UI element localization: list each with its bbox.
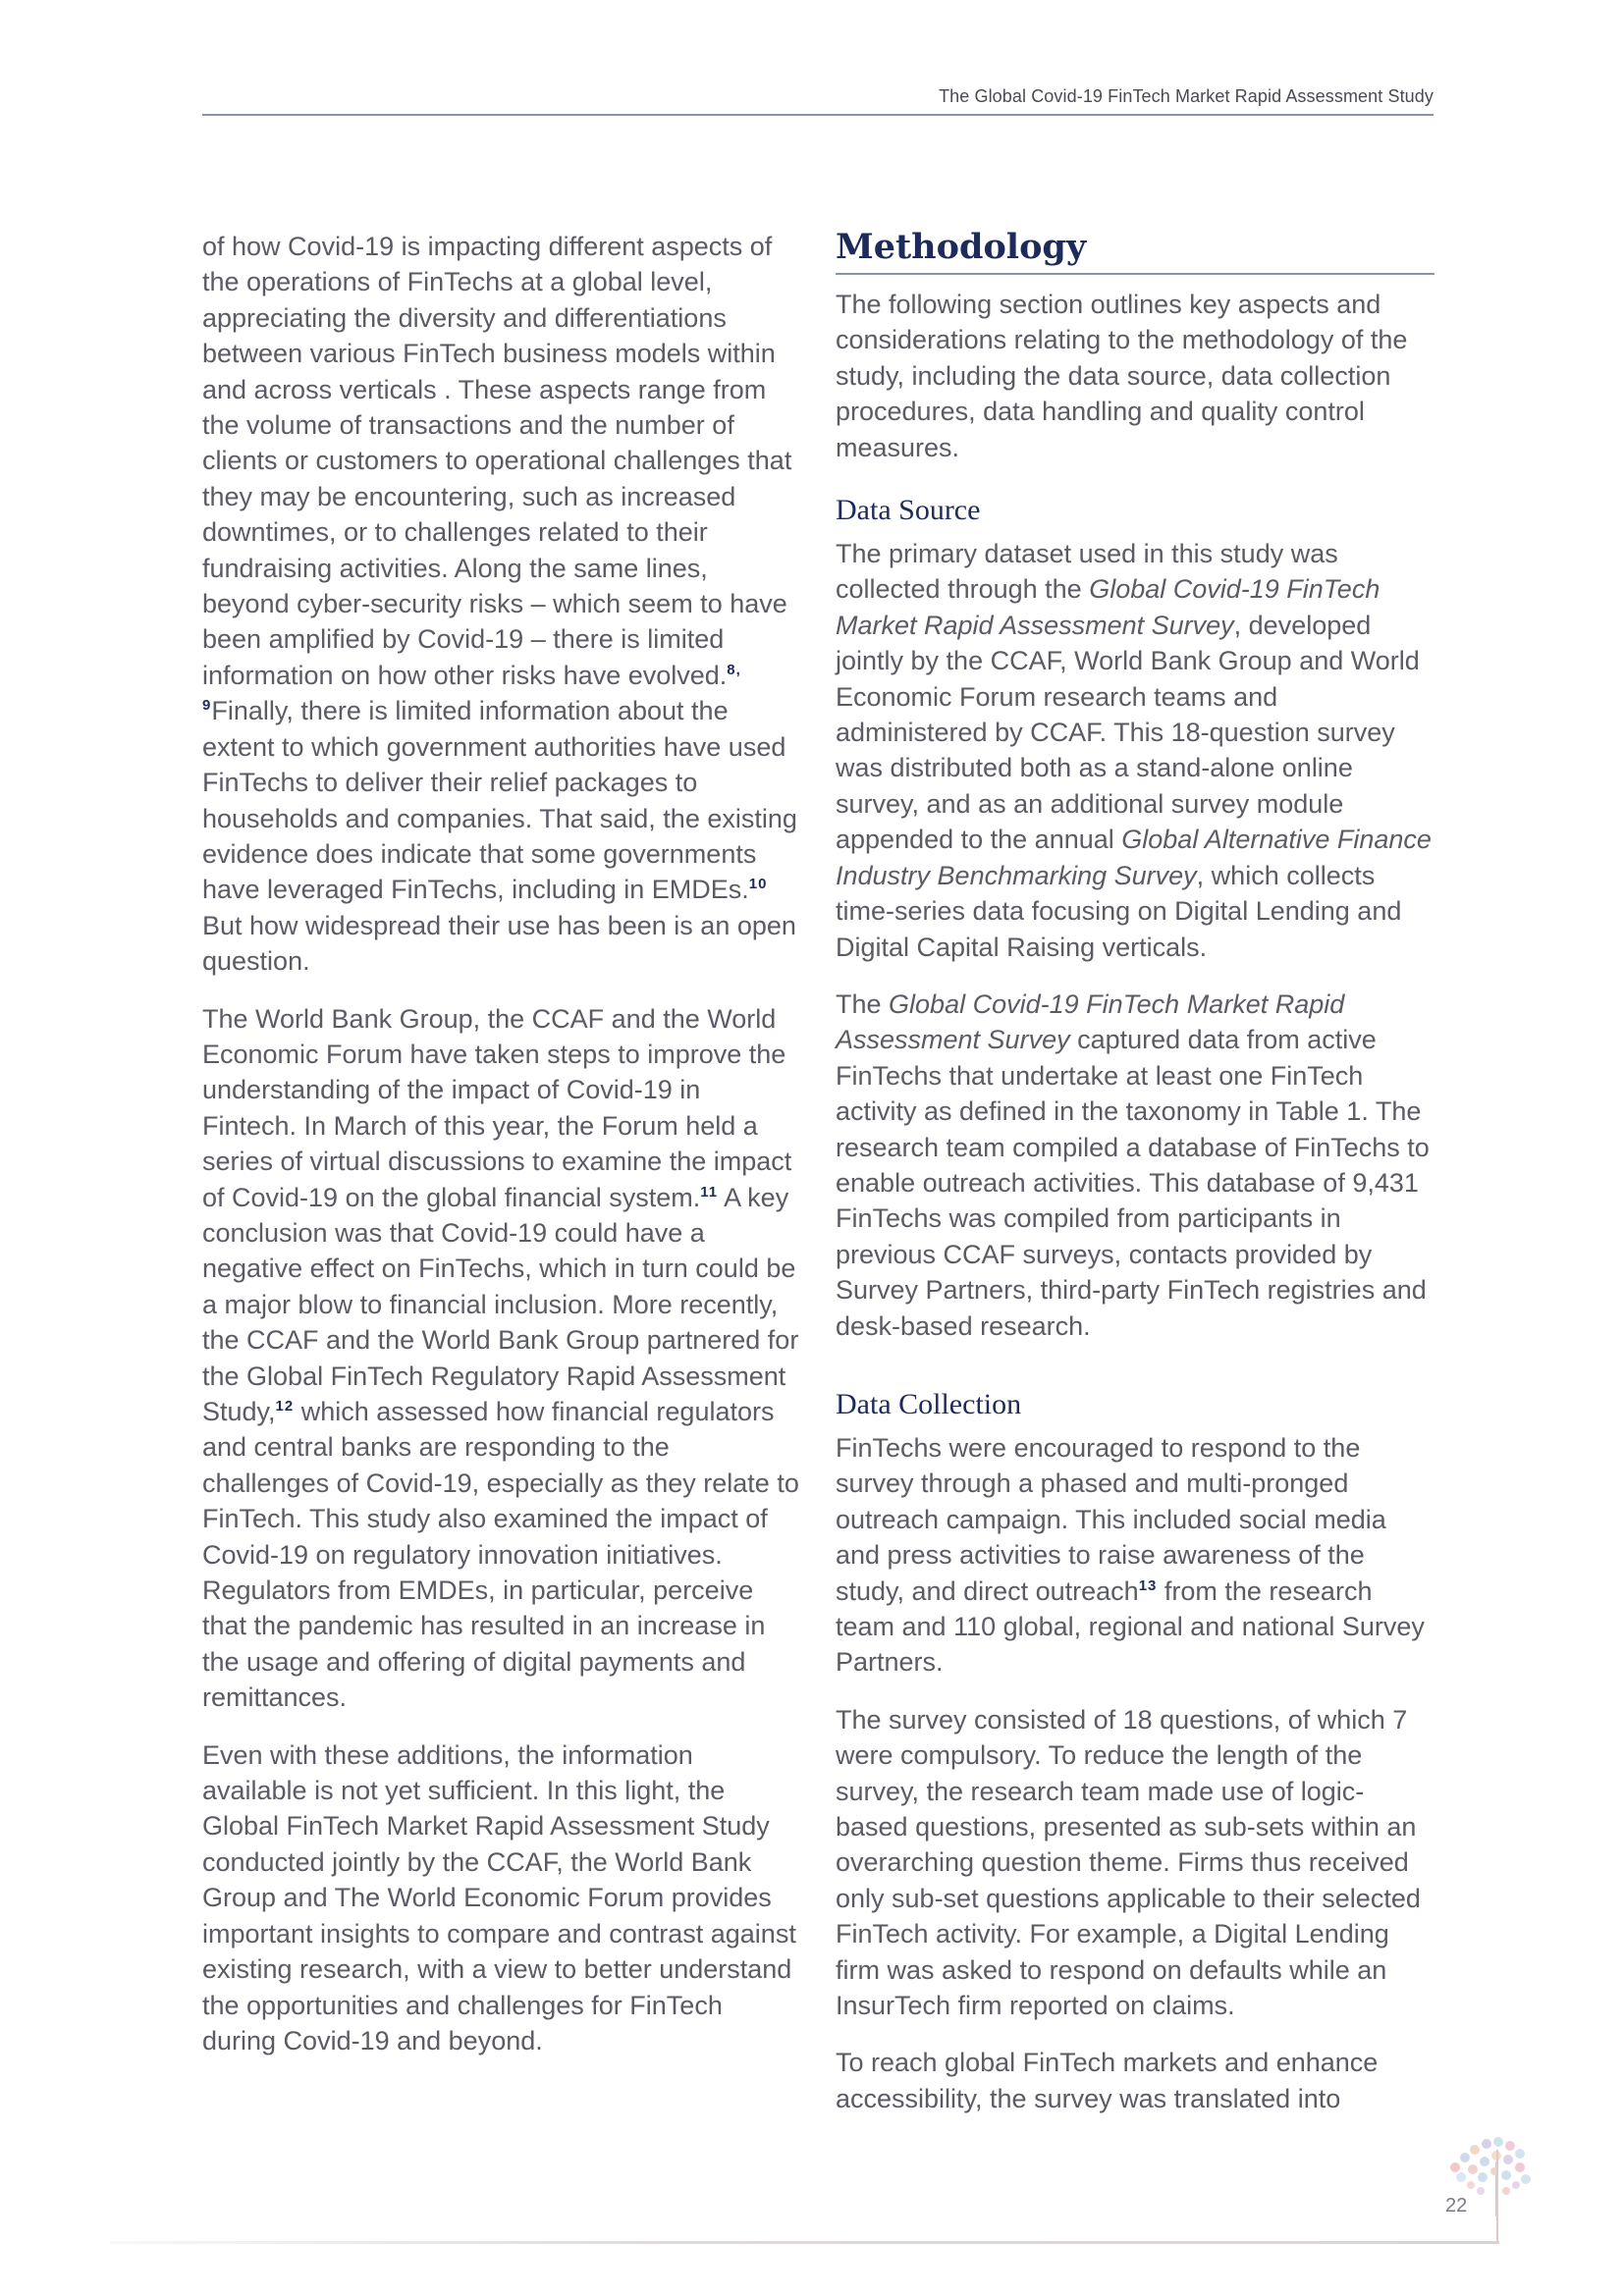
footnote-ref-11[interactable]: 11 <box>700 1183 719 1201</box>
left-column <box>202 229 801 2080</box>
data-collection-paragraph-2: The survey consisted of 18 questions, of which 7 were compulsory. To reduce the length of the survey, the research team made use of logic-based questions, presented as sub-sets within an overarching question theme. Firms thus received only sub-set questions applicable to their selected FinTech activity. For example, a Digital Lending firm was asked to respond on defaults while an InsurTech firm reported on claims. <box>836 1704 1421 2021</box>
left-paragraph-2 <box>202 1001 801 1716</box>
ds-p1-survey-title: Global Covid-19 FinTech Market Rapid Assessment Survey <box>836 574 1380 640</box>
data-source-heading: Data Source <box>836 494 981 527</box>
data-collection-paragraph-1 <box>836 1430 1435 1681</box>
footer-divider <box>110 2241 1499 2244</box>
page-number: 22 <box>1445 2195 1468 2216</box>
left-p2-text-c: which assessed how financial regulators and central banks are responding to the challenges of Covid-19, especially as they relate to FinTech. This study also examined the impact of Covid-19 on regulatory innovation initiatives. Regulators from EMDEs, in particular, perceive that the pandemic has resulted in an increase in the usage and offering of digital payments and remittances. <box>202 1397 799 1713</box>
left-p1-text-b: Finally, there is limited information about the extent to which government authorities have used FinTechs to deliver their relief packages to households and companies. That said, the existing evidence does indicate that some governments have leveraged FinTechs, including in EMDEs. <box>202 696 797 905</box>
footnote-ref-13[interactable]: 13 <box>1138 1576 1158 1594</box>
data-collection-heading: Data Collection <box>836 1387 1022 1420</box>
left-paragraph-1 <box>202 229 801 980</box>
data-source-paragraph-1 <box>836 536 1435 965</box>
left-paragraph-3: Even with these additions, the information available is not yet sufficient. In this light, the Global FinTech Market Rapid Assessment Study conducted jointly by the CCAF, the World Bank Group and The World Economic Forum provides important insights to compare and contrast against existing research, with a view to better understand the opportunities and challenges for FinTech during Covid-19 and beyond. <box>202 1739 796 2056</box>
right-column <box>836 226 1435 2138</box>
methodology-heading: Methodology <box>836 226 1435 275</box>
footnote-ref-12[interactable]: 12 <box>275 1398 295 1415</box>
data-collection-paragraph-3: To reach global FinTech markets and enhance accessibility, the survey was translated into <box>836 2048 1379 2113</box>
ds-p1-benchmark-title: Global Alternative Finance Industry Benchmarking Survey <box>836 825 1432 890</box>
footnote-ref-10[interactable]: 10 <box>748 876 768 893</box>
running-header-title: The Global Covid-19 FinTech Market Rapid Assessment Study <box>939 86 1434 106</box>
left-p2-text-b: A key conclusion was that Covid-19 could have a negative effect on FinTechs, which in turn could be a major blow to financial inclusion. More recently, the CCAF and the World Bank Group partnered for the Global FinTech Regulatory Rapid Assessment Study, <box>202 1182 799 1426</box>
ds-p1-text-c: , developed jointly by the CCAF, World Bank Group and World Economic Forum research teams and administered by CCAF. This 18-question survey was distributed both as a stand-alone online survey, and as an additional survey module appended to the annual <box>836 610 1420 855</box>
left-p1-text-c: But how widespread their use has been is an open question. <box>202 910 796 977</box>
ds-p1-text-e: , which collects time-series data focusing on Digital Lending and Digital Capital Raising verticals. <box>836 860 1402 962</box>
ds-p1-text-a: The primary dataset used in this study was collected through the <box>836 539 1338 605</box>
footnote-ref-8-9[interactable]: 8, 9 <box>202 661 741 715</box>
footer-vertical-rule <box>1496 2150 1498 2244</box>
dc-p1-text-a: FinTechs were encouraged to respond to the survey through a phased and multi-pronged outreach campaign. This included social media and press activities to raise awareness of the study, and direct outreach <box>836 1432 1386 1606</box>
left-p1-text-a: of how Covid-19 is impacting different aspects of the operations of FinTechs at a global level, appreciating the diversity and differentiations between various FinTech business models within and across verticals . These aspects range from the volume of transactions and the number of clients or customers to operational challenges that they may be encountering, such as increased downtimes, or to challenges related to their fundraising activities. Along the same lines, beyond cyber-security risks – which seem to have been amplified by Covid-19 – there is limited information on how other risks have evolved. <box>202 232 792 690</box>
ds-p2-survey-title: Global Covid-19 FinTech Market Rapid Assessment Survey <box>836 988 1345 1055</box>
header-divider <box>202 114 1434 116</box>
ds-p2-text-a: The <box>836 988 890 1019</box>
ds-p2-text-c: captured data from active FinTechs that undertake at least one FinTech activity as defined in the taxonomy in Table 1. The research team compiled a database of FinTechs to enable outreach activities. This database of 9,431 FinTechs was compiled from participants in previous CCAF surveys, contacts provided by Survey Partners, third-party FinTech registries and desk-based research. <box>836 1025 1430 1341</box>
left-p2-text-a: The World Bank Group, the CCAF and the World Economic Forum have taken steps to improve the understanding of the impact of Covid-19 in Fintech. In March of this year, the Forum held a series of virtual discussions to examine the impact of Covid-19 on the global financial system. <box>202 1003 792 1212</box>
methodology-intro: The following section outlines key aspects and considerations relating to the methodology of the study, including the data source, data collection procedures, data handling and quality control measures. <box>836 290 1408 462</box>
dc-p1-text-b: from the research team and 110 global, regional and national Survey Partners. <box>836 1575 1425 1678</box>
data-source-paragraph-2 <box>836 987 1435 1344</box>
